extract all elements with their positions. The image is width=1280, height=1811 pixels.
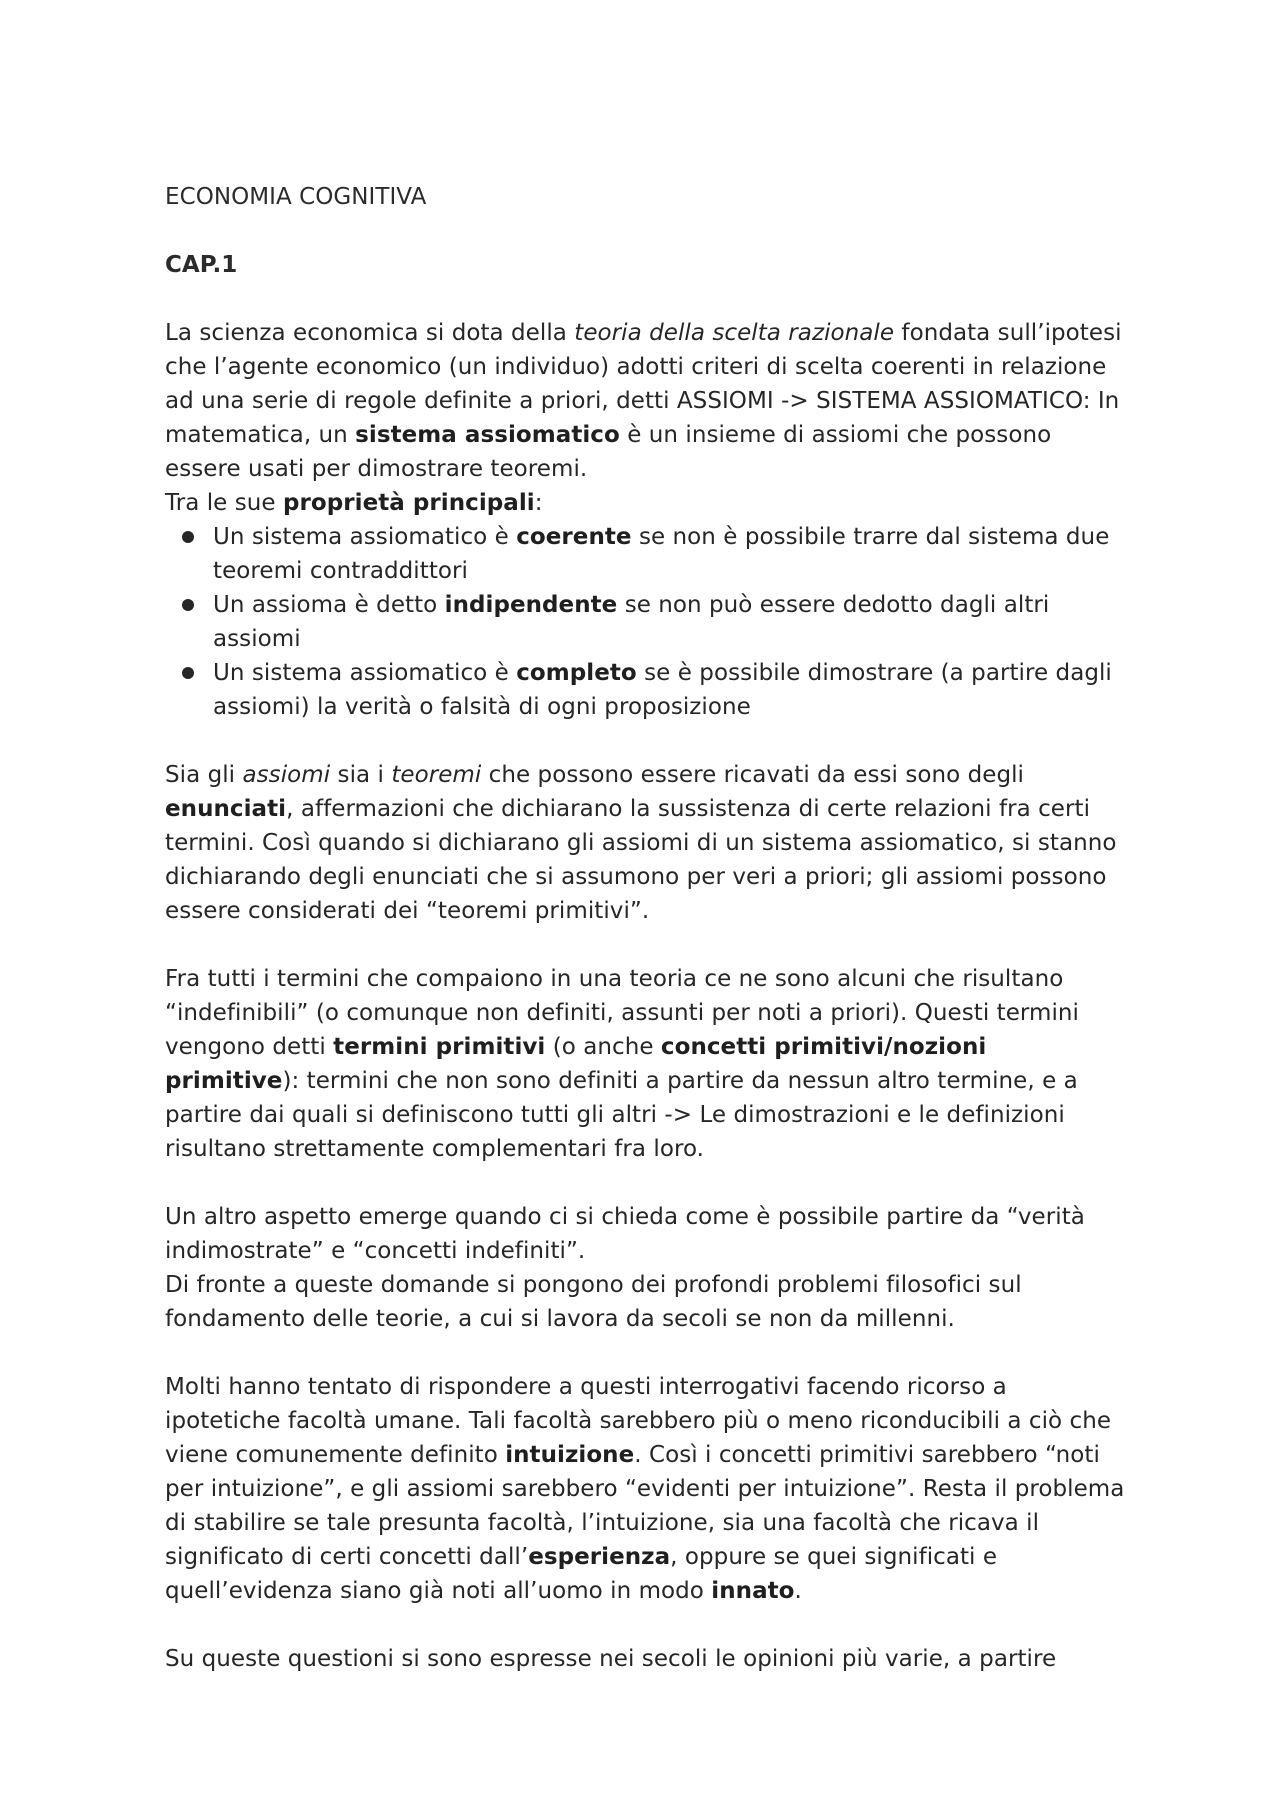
paragraph-intuizione: Molti hanno tentato di rispondere a questi interrogativi facendo ricorso a ipotetiche facoltà umane. Tali facoltà sarebbero più o meno riconducibili a ciò che viene comunemente definito intuizione. Così i concetti primitivi sarebbero “noti per intuizione”, e gli assiomi sarebbero “evidenti per intuizione”. Resta il problema di stabilire se tale presunta facoltà, l’intuizione, sia una facoltà che ricava il significato di certi concetti dall’esperienza, oppure se quei significati e quell’evidenza siano già noti all’uomo in modo innato. <box>165 1374 1125 1604</box>
bold-term: coerente <box>516 524 632 550</box>
spacer <box>165 724 1125 758</box>
paragraph-enunciati: Sia gli assiomi sia i teoremi che possono essere ricavati da essi sono degli enunciati, affermazioni che dichiarano la sussistenza di certe relazioni fra certi termini. Così quando si dichiarano gli assiomi di un sistema assiomatico, si stanno dichiarando degli enunciati che si assumono per veri a priori; gli assiomi possono essere considerati dei “teoremi primitivi”. <box>165 762 1117 924</box>
properties-list <box>165 520 1125 724</box>
document-page <box>165 180 1125 1676</box>
spacer <box>165 1608 1125 1642</box>
bold-term: innato <box>711 1578 795 1604</box>
bullet-icon <box>182 599 194 611</box>
bold-term: esperienza <box>528 1544 671 1570</box>
document-title: ECONOMIA COGNITIVA <box>165 184 427 210</box>
bullet-icon <box>182 667 194 679</box>
paragraph-opinioni: Su queste questioni si sono espresse nei secoli le opinioni più varie, a partire <box>165 1646 1057 1672</box>
spacer <box>165 928 1125 962</box>
paragraph-aspetto: Un altro aspetto emerge quando ci si chieda come è possibile partire da “verità indimostrate” e “concetti indefiniti”. <box>165 1204 1085 1264</box>
bullet-icon <box>182 531 194 543</box>
bold-term: intuizione <box>505 1442 635 1468</box>
chapter-heading: CAP.1 <box>165 252 238 278</box>
italic-term: teoria della scelta razionale <box>574 320 895 346</box>
spacer <box>165 1166 1125 1200</box>
paragraph-intro: La scienza economica si dota della teoria della scelta razionale fondata sull’ipotesi che l’agente economico (un individuo) adotti criteri di scelta coerenti in relazione ad una serie di regole definite a priori, detti ASSIOMI -> SISTEMA ASSIOMATICO: In matematica, un sistema assiomatico è un insieme di assiomi che possono essere usati per dimostrare teoremi. <box>165 320 1122 482</box>
list-item: Un sistema assiomatico è coerente se non è possibile trarre dal sistema due teoremi contraddittori <box>165 520 1125 588</box>
paragraph-problemi-filosofici: Di fronte a queste domande si pongono dei profondi problemi filosofici sul fondamento delle teorie, a cui si lavora da secoli se non da millenni. <box>165 1272 1022 1332</box>
bold-term: indipendente <box>444 592 618 618</box>
bold-term: concetti primitivi/nozioni primitive <box>165 1034 987 1094</box>
paragraph-termini-primitivi: Fra tutti i termini che compaiono in una teoria ce ne sono alcuni che risultano “indefinibili” (o comunque non definiti, assunti per noti a priori). Questi termini vengono detti termini primitivi (o anche concetti primitivi/nozioni primitive): termini che non sono definiti a partire da nessun altro termine, e a partire dai quali si definiscono tutti gli altri -> Le dimostrazioni e le definizioni risultano strettamente complementari fra loro. <box>165 966 1079 1162</box>
spacer <box>165 1336 1125 1370</box>
bold-term: proprietà principali <box>282 490 535 516</box>
bold-term: sistema assiomatico <box>355 422 620 448</box>
italic-term: teoremi <box>391 762 482 788</box>
italic-term: assiomi <box>242 762 331 788</box>
list-item: Un assioma è detto indipendente se non può essere dedotto dagli altri assiomi <box>165 588 1125 656</box>
spacer <box>165 282 1125 316</box>
paragraph-properties-lead: Tra le sue proprietà principali: <box>165 490 543 516</box>
bold-term: enunciati <box>165 796 287 822</box>
list-item: Un sistema assiomatico è completo se è possibile dimostrare (a partire dagli assiomi) la verità o falsità di ogni proposizione <box>165 656 1125 724</box>
bold-term: completo <box>516 660 637 686</box>
bold-term: termini primitivi <box>333 1034 546 1060</box>
